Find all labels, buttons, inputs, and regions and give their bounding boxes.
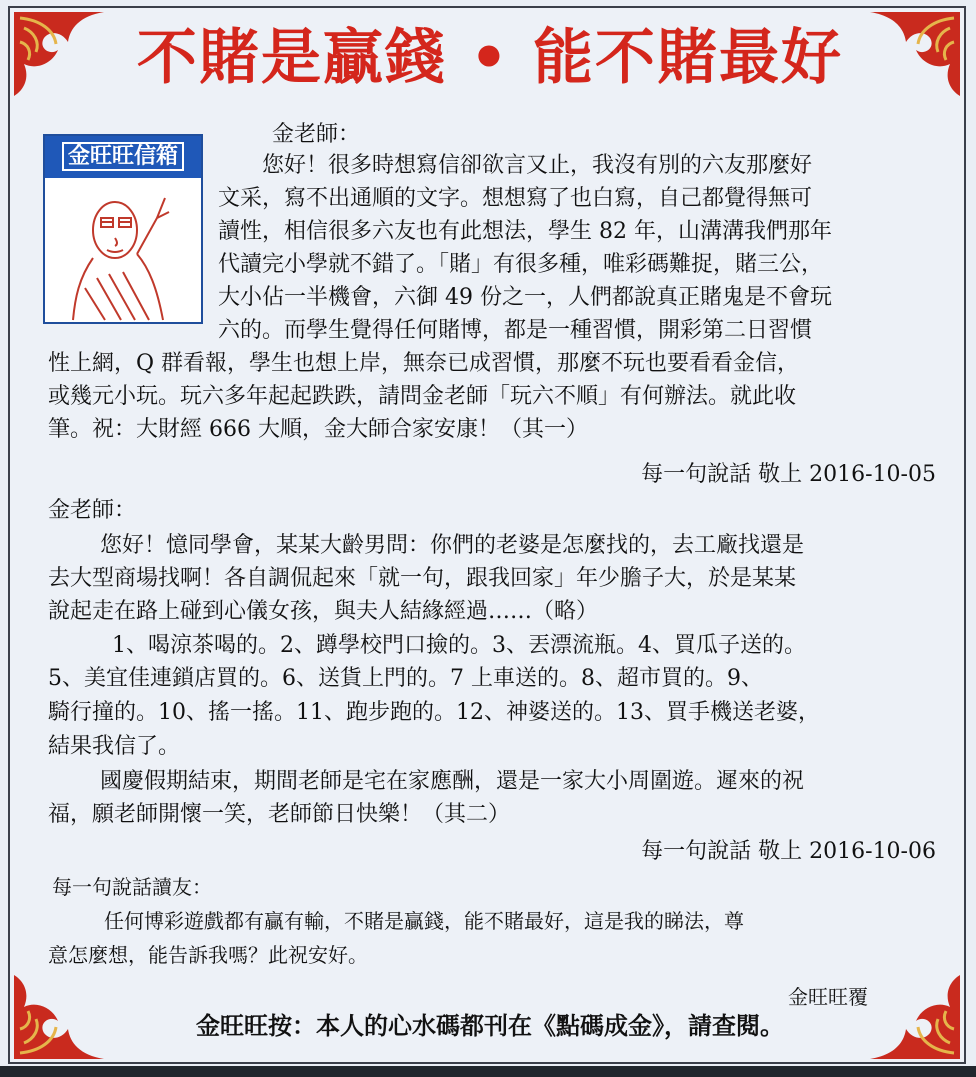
letter2-line: 去大型商場找啊！各自調侃起來「就一句，跟我回家」年少膽子大，於是某某 bbox=[48, 566, 797, 591]
letter1-line: 讀性，相信很多六友也有此想法，學生 82 年，山溝溝我們那年 bbox=[218, 219, 832, 244]
letter2-line: 福，願老師開懷一笑，老師節日快樂！（其二） bbox=[48, 802, 511, 827]
letter2-line: 國慶假期結束，期間老師是宅在家應酬，還是一家大小周圍遊。遲來的祝 bbox=[100, 769, 805, 794]
letter1-line: 代讀完小學就不錯了。「賭」有很多種，唯彩碼難捉，賭三公， bbox=[218, 252, 824, 277]
letter1-line: 文采，寫不出通順的文字。想想寫了也白寫，自己都覺得無可 bbox=[218, 186, 813, 211]
letter1-line: 性上網，Q 群看報，學生也想上岸，無奈已成習慣，那麼不玩也要看看金信， bbox=[48, 351, 800, 376]
footer-note: 金旺旺按：本人的心水碼都刊在《點碼成金》，請查閱。 bbox=[196, 1012, 784, 1040]
mailbox-logo bbox=[43, 134, 203, 324]
letter2-greeting: 金老師： bbox=[48, 498, 137, 523]
page-title: 不賭是贏錢 • 能不賭最好 bbox=[136, 23, 844, 93]
letter1-line: 六的。而學生覺得任何賭博，都是一種習慣，開彩第二日習慣 bbox=[218, 318, 813, 343]
reply-line: 意怎麼想，能告訴我嗎？此祝安好。 bbox=[48, 943, 368, 967]
letter1-line: 您好！很多時想寫信卻欲言又止，我沒有別的六友那麼好 bbox=[262, 153, 813, 178]
reply-signature: 金旺旺覆 bbox=[788, 985, 868, 1009]
corner-ornament-bottom-left bbox=[10, 971, 108, 1063]
letter1-line: 筆。祝：大財經 666 大順，金大師合家安康！（其一） bbox=[48, 417, 588, 442]
letter2-line: 結果我信了。 bbox=[48, 734, 181, 759]
letter1-signature: 每一句說話 敬上 2016-10-05 bbox=[641, 462, 936, 487]
teacher-illustration-icon bbox=[45, 178, 201, 322]
letter2-line: 5、美宜佳連鎖店買的。6、送貨上門的。7 上車送的。8、超市買的。9、 bbox=[48, 666, 763, 691]
corner-ornament-top-right bbox=[866, 8, 964, 100]
reply-greeting: 每一句說話讀友： bbox=[52, 875, 212, 899]
letter2-line: 您好！憶同學會，某某大齡男問：你們的老婆是怎麼找的，去工廠找還是 bbox=[100, 533, 805, 558]
letter2-line: 1、喝涼茶喝的。2、蹲學校門口撿的。3、丟漂流瓶。4、買瓜子送的。 bbox=[112, 633, 806, 658]
letter1-line: 大小佔一半機會，六御 49 份之一，人們都說真正賭鬼是不會玩 bbox=[218, 285, 832, 310]
letter2-signature: 每一句說話 敬上 2016-10-06 bbox=[641, 839, 936, 864]
letter2-line: 說起走在路上碰到心儀女孩，與夫人結緣經過……（略） bbox=[48, 599, 599, 624]
bottom-strip bbox=[0, 1066, 976, 1077]
letter1-line: 或幾元小玩。玩六多年起起跌跌，請問金老師「玩六不順」有何辦法。就此收 bbox=[48, 384, 797, 409]
corner-ornament-bottom-right bbox=[866, 971, 964, 1063]
corner-ornament-top-left bbox=[10, 8, 108, 100]
mailbox-label: 金旺旺信箱 bbox=[62, 142, 184, 171]
letter1-greeting: 金老師： bbox=[272, 122, 361, 147]
reply-line: 任何博彩遊戲都有贏有輸，不賭是贏錢，能不賭最好，這是我的睇法，尊 bbox=[104, 909, 744, 933]
letter2-line: 騎行撞的。10、搖一搖。11、跑步跑的。12、神婆送的。13、買手機送老婆， bbox=[48, 700, 820, 725]
